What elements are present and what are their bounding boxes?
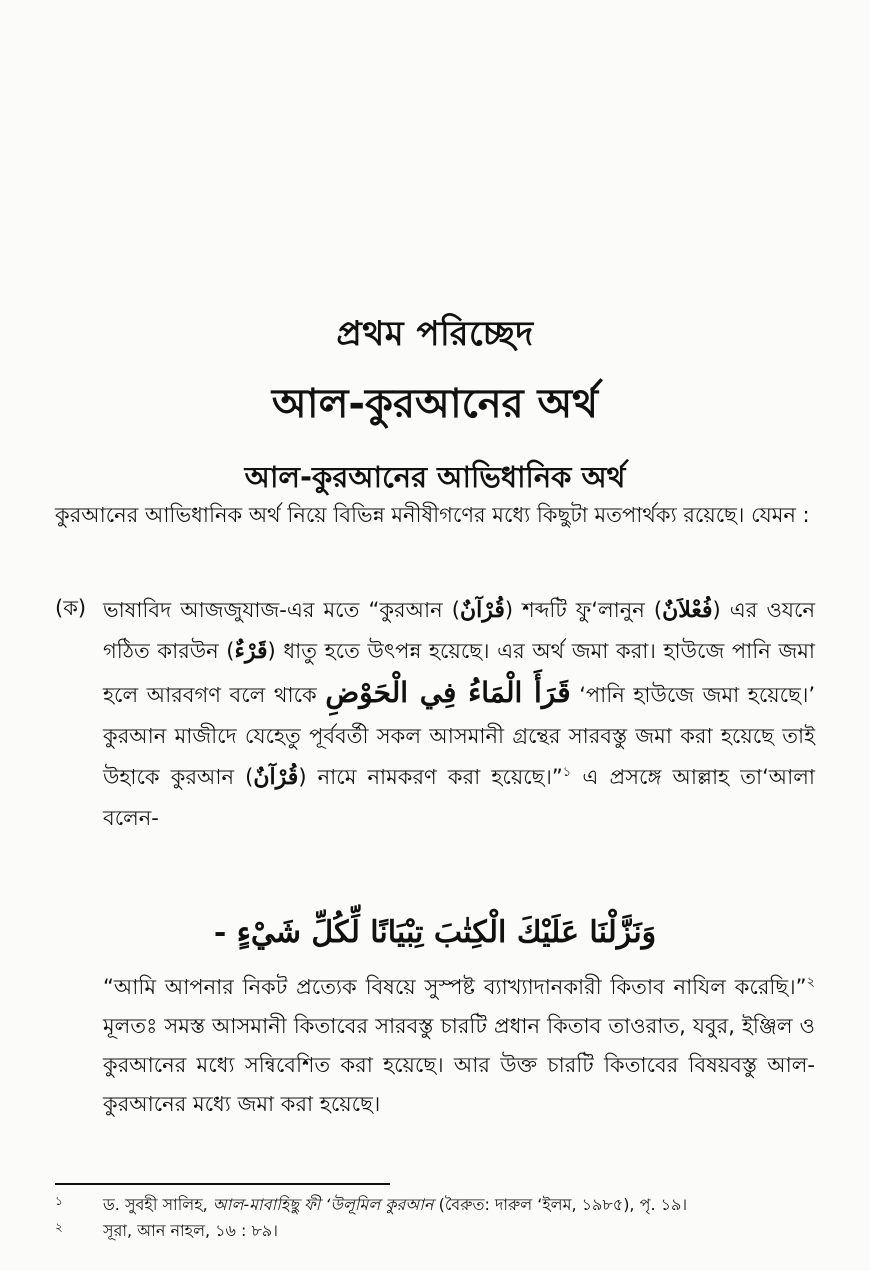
arabic-word-quran: قُرْآنٌ bbox=[253, 764, 299, 790]
text-run: মূলতঃ সমস্ত আসমানী কিতাবের সারবস্তু চারটি প্রধান কিতাব তাওরাত, যবুর, ইঞ্জিল ও কুরআনের মধ্যে সন্বিবেশিত করা হয়েছে। আর উক্ত চারটি কিতাবের বিষয়বস্তু আল-কুরআনের মধ্যে জমা করা হয়েছে। bbox=[103, 1014, 815, 1116]
list-item-ka bbox=[55, 590, 815, 839]
footnote-2 bbox=[55, 1218, 835, 1244]
list-item-body bbox=[103, 590, 815, 839]
text-run: এ প্রসঙ্গে আল্লাহ তা‘আলা বলেন- bbox=[103, 765, 815, 830]
footnote-divider bbox=[55, 1183, 390, 1185]
footnote-number: ২ bbox=[55, 1220, 63, 1234]
footnote-ref-1[interactable]: ১ bbox=[562, 765, 572, 780]
text-run: ) শব্দটি ফু‘লানুন ( bbox=[504, 598, 663, 622]
footnote-book-title: আল-মাবাহিছু ফী ‘উলূমিল কুরআন bbox=[212, 1195, 434, 1214]
arabic-word-fulanun: فُعْلاَنٌ bbox=[662, 597, 713, 623]
list-marker: (ক) bbox=[55, 596, 87, 620]
footnote-1 bbox=[55, 1192, 835, 1218]
text-run: ভাষাবিদ আজজুযাজ-এর মতে “কুরআন ( bbox=[103, 598, 460, 622]
footnotes bbox=[55, 1192, 835, 1244]
text-run: ) এর ওযনে গঠিত কারউন ( bbox=[103, 598, 815, 663]
intro-paragraph: কুরআনের আভিধানিক অর্থ নিয়ে বিভিন্ন মনীষীগণের মধ্যে কিছুটা মতপার্থক্য রয়েছে। যেমন : bbox=[55, 503, 810, 527]
footnote-text: ড. সুবহী সালিহ, bbox=[103, 1195, 213, 1214]
arabic-word-qarun: قَرْءٌ bbox=[234, 638, 268, 664]
footnote-text: সূরা, আন নাহল, ১৬ : ৮৯। bbox=[103, 1221, 279, 1240]
footnote-ref-2[interactable]: ২ bbox=[806, 975, 815, 990]
section-heading: আল-কুরআনের আভিধানিক অর্থ bbox=[244, 460, 626, 494]
footnote-number: ১ bbox=[55, 1194, 63, 1208]
text-run: ) ধাতু হতে উৎপন্ন হয়েছে। এর অর্থ জমা করা। হাউজে পানি জমা হলে আরবগণ বলে থাকে bbox=[103, 639, 815, 707]
chapter-title: আল-কুরআনের অর্থ bbox=[271, 381, 599, 427]
chapter-label: প্রথম পরিচ্ছেদ bbox=[336, 314, 534, 354]
text-run: ‘পানি হাউজে জমা হয়েছে।’ কুরআন মাজীদে যেহেতু পূর্ববর্তী সকল আসমানী গ্রন্থের সারবস্তু জমা করা হয়েছে তাই উহাকে কুরআন ( bbox=[103, 683, 816, 789]
arabic-word-quran: قُرْآنٌ bbox=[459, 597, 505, 623]
translation-paragraph bbox=[103, 968, 815, 1124]
arabic-phrase-qaraal-maa: قَرَأَ الْمَاءُ فِي الْحَوْضِ bbox=[325, 676, 571, 709]
quran-verse: وَنَزَّلْنَا عَلَيْكَ الْكِتٰبَ تِبْيَانًا لِّكُلِّ شَيْءٍ - bbox=[213, 915, 657, 950]
text-run: ) নামে নামকরণ করা হয়েছে।” bbox=[298, 765, 563, 789]
footnote-text: (বৈরুত: দারুল ‘ইলম, ১৯৮৫), পৃ. ১৯। bbox=[433, 1195, 688, 1214]
text-run: “আমি আপনার নিকট প্রত্যেক বিষয়ে সুস্পষ্ট ব্যাখ্যাদানকারী কিতাব নাযিল করেছি।” bbox=[103, 975, 807, 999]
